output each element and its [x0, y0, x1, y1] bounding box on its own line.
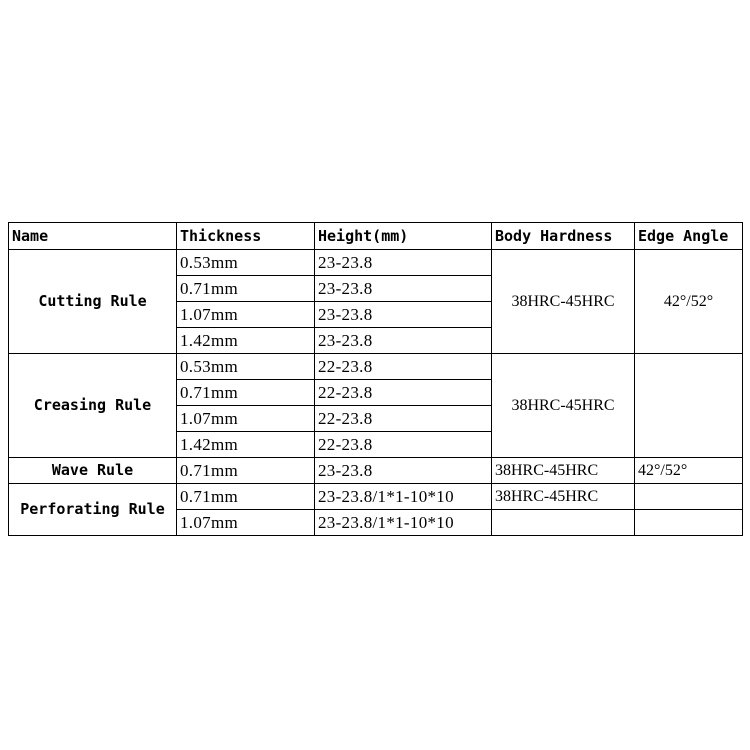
thickness-cell: 1.42mm [177, 432, 315, 458]
height-cell: 23-23.8/1*1-10*10 [315, 484, 492, 510]
edge-angle-cell [635, 510, 743, 536]
hardness-cell: 38HRC-45HRC [492, 458, 635, 484]
height-cell: 23-23.8 [315, 458, 492, 484]
hardness-cell [492, 510, 635, 536]
height-cell: 23-23.8 [315, 328, 492, 354]
rule-name-wave: Wave Rule [9, 458, 177, 484]
height-cell: 23-23.8/1*1-10*10 [315, 510, 492, 536]
thickness-cell: 1.42mm [177, 328, 315, 354]
edge-angle-cell: 42°/52° [635, 458, 743, 484]
edge-angle-cell [635, 484, 743, 510]
header-row [9, 223, 743, 250]
table-row [9, 458, 743, 484]
thickness-cell: 0.53mm [177, 354, 315, 380]
thickness-cell: 0.71mm [177, 380, 315, 406]
header-thickness: Thickness [177, 223, 315, 250]
header-body-hardness: Body Hardness [492, 223, 635, 250]
rule-spec-table [8, 222, 743, 536]
thickness-cell: 0.71mm [177, 458, 315, 484]
thickness-cell: 0.71mm [177, 484, 315, 510]
height-cell: 22-23.8 [315, 406, 492, 432]
table-row [9, 250, 743, 276]
height-cell: 23-23.8 [315, 276, 492, 302]
thickness-cell: 0.53mm [177, 250, 315, 276]
thickness-cell: 1.07mm [177, 406, 315, 432]
table-row [9, 484, 743, 510]
height-cell: 23-23.8 [315, 250, 492, 276]
header-height: Height(mm) [315, 223, 492, 250]
hardness-cell: 38HRC-45HRC [492, 354, 635, 458]
header-edge-angle: Edge Angle [635, 223, 743, 250]
height-cell: 23-23.8 [315, 302, 492, 328]
edge-angle-cell: 42°/52° [635, 250, 743, 354]
table-row [9, 354, 743, 380]
height-cell: 22-23.8 [315, 380, 492, 406]
hardness-cell: 38HRC-45HRC [492, 250, 635, 354]
edge-angle-cell [635, 354, 743, 458]
thickness-cell: 0.71mm [177, 276, 315, 302]
height-cell: 22-23.8 [315, 354, 492, 380]
header-name: Name [9, 223, 177, 250]
rule-name-cutting: Cutting Rule [9, 250, 177, 354]
height-cell: 22-23.8 [315, 432, 492, 458]
hardness-cell: 38HRC-45HRC [492, 484, 635, 510]
thickness-cell: 1.07mm [177, 510, 315, 536]
thickness-cell: 1.07mm [177, 302, 315, 328]
rule-name-creasing: Creasing Rule [9, 354, 177, 458]
rule-name-perforating: Perforating Rule [9, 484, 177, 536]
